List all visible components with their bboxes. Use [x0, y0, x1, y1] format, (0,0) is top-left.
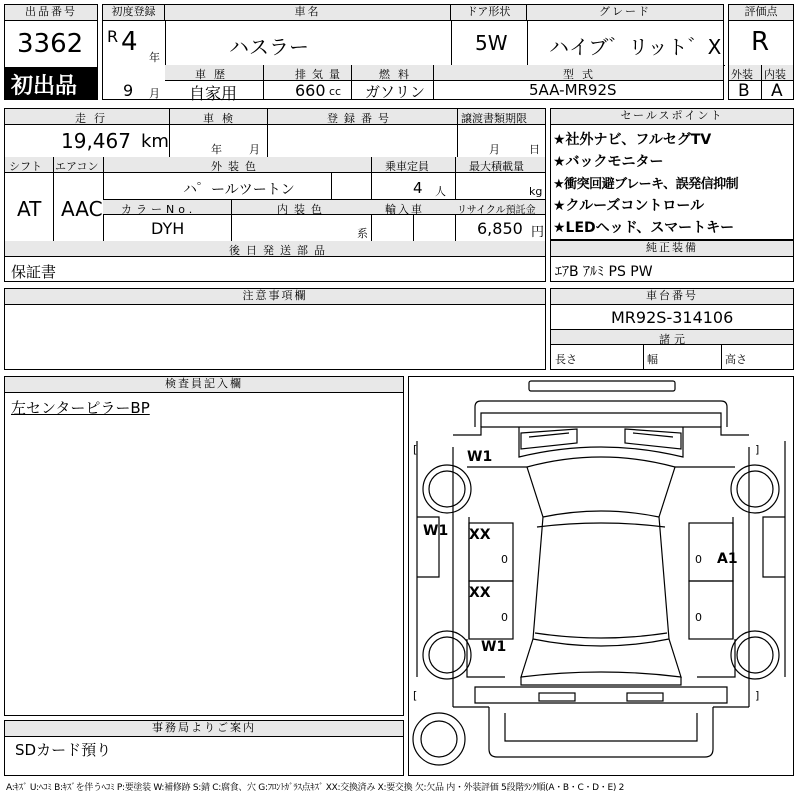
recycle-amount: 6,850	[477, 219, 523, 238]
lot-number: 3362	[17, 29, 84, 59]
sales-points-box	[550, 108, 794, 240]
office-label: 事務局よりご案内	[5, 721, 403, 737]
displacement-label: 排気量	[295, 68, 346, 81]
grade: ハイブ゛リット゛X	[549, 35, 722, 59]
int-label: 内装	[764, 68, 786, 81]
year-unit: 年	[149, 51, 160, 64]
shift-label: シフト	[9, 160, 42, 173]
chassis-box	[550, 288, 794, 370]
month-unit: 月	[149, 87, 160, 100]
inspection-label: 車検	[203, 112, 241, 125]
office-box	[4, 720, 404, 776]
insp-year-unit: 年	[211, 143, 222, 156]
sales-points-label: セールスポイント	[551, 109, 793, 125]
transfer-month-unit: 月	[489, 143, 500, 156]
chassis-label: 車台番号	[551, 289, 793, 305]
later-parts-label: 後日発送部品	[229, 244, 331, 257]
transfer-label: 譲渡書類期限	[461, 112, 527, 125]
capacity: 4	[413, 179, 423, 197]
recycle-label: リサイクル預託金	[457, 205, 536, 216]
ac-label: エアコン	[55, 160, 99, 173]
mark-zero-rr: 0	[695, 611, 702, 624]
model: 5AA-MR92S	[529, 81, 617, 99]
max-load-unit: kg	[529, 185, 543, 198]
era: R	[107, 27, 119, 46]
first-reg-label: 初度登録	[103, 5, 165, 21]
car-name: ハスラー	[229, 35, 309, 59]
ac: AAC	[61, 197, 103, 221]
displacement-unit: cc	[329, 85, 342, 98]
bracket-tr: ]	[755, 443, 760, 456]
later-parts: 保証書	[11, 263, 57, 281]
mileage-unit: km	[141, 131, 169, 152]
mark-xx-left-rear: XX	[469, 585, 491, 601]
dims-label: 諸元	[659, 333, 689, 346]
legend: A:ｷｽﾞ U:ﾍｺﾐ B:ｷｽﾞを伴うﾍｺﾐ P:要塗装 W:補修跡 S:錆 C:腐食、穴 G:ﾌﾛﾝﾄｶﾞﾗｽ点ｷｽﾞ XX:交換済み X:要交換 欠:欠品 内・外装評価 5段階ﾗﾝｸ順(A・B・C・D・E) 2	[6, 783, 625, 793]
int-score: A	[771, 81, 783, 101]
first-listing-badge	[5, 67, 97, 99]
score: R	[751, 27, 770, 57]
sales-point-4: ★クルーズコントロール	[553, 198, 705, 214]
interior-color-label: 内装色	[277, 203, 328, 216]
mark-zero-rf: 0	[695, 553, 702, 566]
door-type: 5W	[475, 31, 508, 55]
grade-label: グレード	[527, 5, 723, 21]
recycle-unit: 円	[531, 225, 545, 240]
reg-month: 9	[123, 81, 134, 100]
equipment-box	[550, 240, 794, 282]
specs-table	[4, 108, 546, 282]
mark-w1-left-door: W1	[423, 523, 449, 539]
sales-point-1: ★社外ナビ、フルセグTV	[553, 132, 712, 148]
header-table	[102, 4, 724, 103]
sales-point-2: ★バックモニター	[553, 154, 664, 170]
shift: AT	[17, 197, 42, 221]
capacity-unit: 人	[435, 185, 446, 198]
first-listing-text: 初出品	[11, 74, 78, 99]
office-note: SDカード預り	[15, 741, 112, 759]
ext-score: B	[738, 81, 750, 101]
equipment-value: ｴｱB ｱﾙﾐ PS PW	[555, 264, 653, 280]
exterior-color: ハ゜ールツートン	[183, 182, 295, 198]
mark-w1-rear-left: W1	[481, 639, 507, 655]
mark-xx-left-front: XX	[469, 527, 491, 543]
door-label: ドア形状	[451, 5, 527, 21]
bracket-tl: [	[413, 443, 418, 456]
car-outline	[409, 377, 793, 775]
fuel-label: 燃料	[379, 68, 417, 81]
sales-point-3: ★衝突回避ブレーキ、誤発信抑制	[553, 177, 739, 192]
capacity-label: 乗車定員	[385, 160, 429, 173]
inspector-label: 検査員記入欄	[5, 377, 403, 393]
color-no: DYH	[151, 219, 185, 238]
bracket-br: ]	[755, 689, 760, 702]
sales-point-5: ★LEDヘッド、スマートキー	[553, 220, 735, 236]
notes-box	[4, 288, 546, 370]
mark-w1-front-left: W1	[467, 449, 493, 465]
history-label: 車歴	[195, 68, 233, 81]
import-label: 輸入車	[385, 203, 424, 216]
score-box	[728, 4, 794, 100]
color-no-label: カラーNo.	[121, 203, 197, 216]
equipment-label: 純正装備	[551, 241, 793, 257]
reg-no-label: 登録番号	[327, 112, 395, 125]
max-load-label: 最大積載量	[469, 160, 524, 173]
notes-label: 注意事項欄	[5, 289, 545, 305]
transfer-day-unit: 日	[529, 143, 540, 156]
mileage: 19,467	[61, 129, 131, 153]
fuel: ガソリン	[365, 83, 426, 101]
length-label: 長さ	[555, 353, 577, 366]
mileage-label: 走行	[75, 112, 113, 125]
mark-a1-right-door: A1	[717, 551, 738, 567]
interior-color-unit: 系	[357, 227, 368, 240]
inspector-note: 左センターピラーBP	[11, 399, 150, 417]
car-diagram	[408, 376, 794, 776]
score-label: 評価点	[729, 5, 793, 21]
width-label: 幅	[647, 353, 658, 366]
ext-label: 外装	[731, 68, 753, 81]
reg-year: 4	[121, 27, 138, 57]
displacement: 660	[295, 81, 326, 100]
chassis-number: MR92S-314106	[611, 308, 734, 327]
inspector-box	[4, 376, 404, 716]
bracket-bl: [	[413, 689, 418, 702]
height-label: 高さ	[725, 353, 747, 366]
car-name-label: 車名	[165, 5, 451, 21]
lot-number-label: 出品番号	[5, 5, 97, 21]
exterior-color-label: 外装色	[211, 160, 262, 173]
history: 自家用	[189, 84, 238, 103]
insp-month-unit: 月	[249, 143, 260, 156]
mark-zero-lr: 0	[501, 611, 508, 624]
mark-zero-lf: 0	[501, 553, 508, 566]
lot-number-box	[4, 4, 98, 100]
model-label: 型式	[563, 68, 601, 81]
